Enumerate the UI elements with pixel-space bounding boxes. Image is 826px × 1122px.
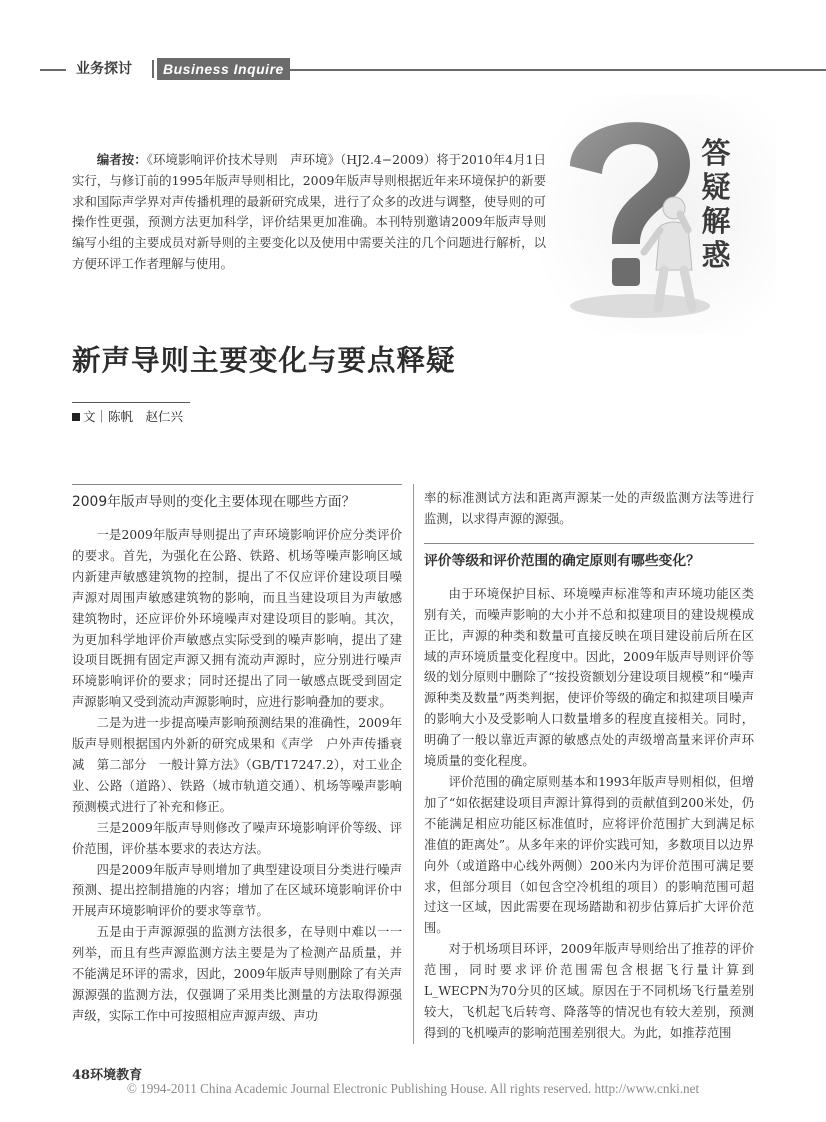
section-category-english: Business Inquire [157,58,290,80]
editor-note-text: 《环境影响评价技术导则 声环境》（HJ2.4−2009）将于2010年4月1日实行，与修订前的1995年版声导则相比，2009年版声导则根据近年来环境保护的新要求和国际声学界对声传播机理的最新研究成果，进行了众多的改进与调整，使导则的可操作性更强，预测方法更加科学，评价结果更加准确。本刊特别邀请2009年版声导则编写小组的主要成员对新导则的主要变化以及使用中需要关注的几个问题进行解析，以方便环评工作者理解与使用。 [72,152,547,271]
header-rule-right [286,69,826,71]
article-title: 新声导则主要变化与要点释疑 [72,344,456,377]
header-rule-left [40,69,66,71]
editor-note [72,150,546,275]
paragraph: 一是2009年版声导则提出了声环境影响评价应分类评价的要求。首先，为强化在公路、铁路、机场等噪声影响区域内新建声敏感建筑物的控制，提出了不仅应评价建设项目噪声源对周围声敏感建筑物的影响，而且当建设项目为声敏感建筑物时，还应评价外环境噪声对建设项目的影响。其次，为更加科学地评价声敏感点实际受到的噪声影响，提出了建设项目既拥有固定声源又拥有流动声源时，应分别进行噪声环境影响评价的要求；同时还提出了同一敏感点既受到固定声源影响又受到流动声源影响时，应进行影响叠加的要求。 [72,528,402,710]
section-heading: 评价等级和评价范围的确定原则有哪些变化？ [424,543,754,572]
right-column [424,484,754,1044]
column-divider [413,484,414,1044]
header-separator [152,60,154,78]
paragraph: 对于机场项目环评，2009年版声导则给出了推荐的评价范围，同时要求评价范围需包含根据飞行量计算到L_WECPN为70分贝的区域。原因在于不同机场飞行量差别较大，飞机起飞后转弯、降落等的情况也有较大差别，预测得到的飞机噪声的影响范围差别很大。为此，如推荐范围 [424,942,754,1040]
badge-text [688,136,744,272]
paragraph: 三是2009年版声导则修改了噪声环境影响评价等级、评价范围，评价基本要求的表达方法。 [72,820,402,856]
editor-note-label: 编者按： [96,152,147,167]
badge-char: 解 [701,204,731,238]
page-number: 48环境教育 [72,1068,143,1083]
paragraph: 由于环境保护目标、环境噪声标准等和声环境功能区类别有关，而噪声影响的大小并不总和拟建项目的建设规模成正比，声源的种类和数量可直接反映在项目建设前后所在区域的声环境质量变化程度中。因此，2009年版声导则评价等级的划分原则中删除了“按投资额划分建设项目规模”和“噪声源种类及数量”两类判据，使评价等级的确定和拟建项目噪声的影响大小及受影响人口数量增多的程度直接相关。同时，明确了一般以靠近声源的敏感点处的声级增高量来评价声环境质量的变化程度。 [424,586,754,769]
paragraph-continuation: 率的标准测试方法和距离声源某一处的声级监测方法等进行监测，以求得声源的源强。 [424,491,754,526]
paragraph: 二是为进一步提高噪声影响预测结果的准确性，2009年版声导则根据国内外新的研究成果和《声学 户外声传播衰减 第二部分 一般计算方法》（GB/T17247.2），对工业企业、公路（道路）、铁路（城市轨道交通）、机场等噪声影响预测模式进行了补充和修正。 [72,716,402,814]
badge-char: 疑 [701,170,731,204]
section-heading: 2009年版声导则的变化主要体现在哪些方面？ [72,484,402,513]
byline-text: 文｜陈帆 赵仁兴 [83,409,184,424]
badge-char: 惑 [701,238,731,272]
badge-char: 答 [701,136,731,170]
paragraph: 四是2009年版声导则增加了典型建设项目分类进行噪声预测、提出控制措施的内容；增加了在区域环境影响评价中开展声环境影响评价的要求等章节。 [72,862,402,919]
paragraph: 五是由于声源源强的监测方法很多，在导则中难以一一列举，而且有些声源监测方法主要是为了检测产品质量，并不能满足环评的需求，因此，2009年版声导则删除了有关声源源强的监测方法，仅强调了采用类比测量的方法取得源强声级，实际工作中可按照相应声源声级、声功 [72,925,402,1023]
left-column [72,484,402,1027]
byline-rule [72,402,190,403]
section-category: 业务探讨 [72,58,136,80]
square-icon [72,413,80,421]
paragraph: 评价范围的确定原则基本和1993年版声导则相似，但增加了“如依据建设项目声源计算得到的贡献值到200米处，仍不能满足相应功能区标准值时，应将评价范围扩大到满足标准值的距离处”。从多年来的评价实践可知，多数项目以边界向外（或道路中心线外两侧）200米内为评价范围可满足要求，但部分项目（如包含空冷机组的项目）的影响范围可超过这一区域，因此需要在现场踏勘和初步估算后扩大评价范围。 [424,774,754,936]
copyright-notice: © 1994-2011 China Academic Journal Electronic Publishing House. All rights reserved. http://www.cnki.net [126,1081,700,1096]
byline [72,407,183,425]
